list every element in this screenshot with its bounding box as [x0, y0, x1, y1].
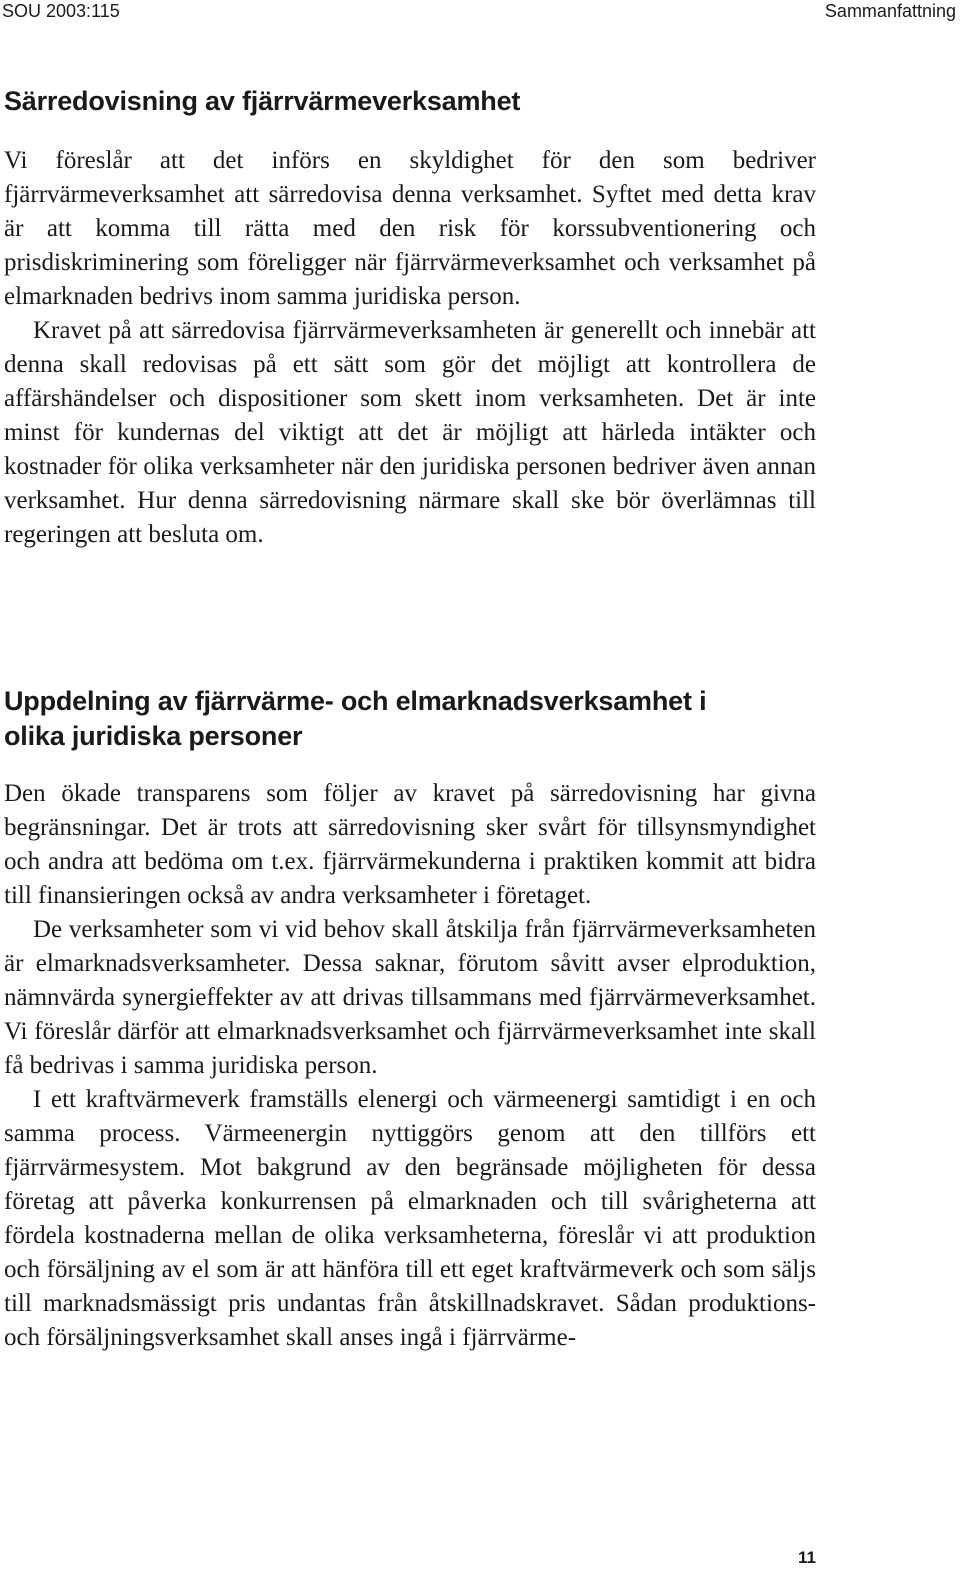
- section-heading-1: Särredovisning av fjärrvärmeverksamhet: [4, 86, 521, 116]
- section-heading-2: [4, 684, 706, 754]
- page-number: 11: [798, 1548, 816, 1567]
- running-header: [0, 0, 960, 22]
- section-body-1: [4, 144, 816, 552]
- report-id: SOU 2003:115: [2, 1, 120, 21]
- heading-line: Uppdelning av fjärrvärme- och elmarknadsverksamhet i: [4, 686, 707, 716]
- heading-line: olika juridiska personer: [4, 721, 303, 751]
- paragraph: Kravet på att särredovisa fjärrvärmeverksamheten är generellt och innebär att denna skall redovisas på ett sätt som gör det möjligt att kontrollera de affärshändelser och dispositioner som skett inom verksamheten. Det är inte minst för kundernas del viktigt att det är möjligt att härleda intäkter och kostnader för olika verksamheter när den juridiska personen bedriver även annan verksamhet. Hur denna särredovisning närmare skall ske bör överlämnas till regeringen att besluta om.: [4, 317, 816, 548]
- paragraph: Vi föreslår att det införs en skyldighet för den som bedriver fjärrvärmeverksamhet att särredovisa denna verksamhet. Syftet med detta krav är att komma till rätta med den risk för korssubventionering och prisdiskriminering som föreligger när fjärrvärmeverksamhet och verksamhet på elmarknaden bedrivs inom samma juridiska person.: [4, 147, 816, 310]
- paragraph: I ett kraftvärmeverk framställs elenergi och värmeenergi samtidigt i en och samma process. Värmeenergin nyttiggörs genom att den tillförs ett fjärrvärmesystem. Mot bakgrund av den begränsade möjligheten för dessa företag att påverka konkurrensen på elmarknaden och till svårigheterna att fördela kostnaderna mellan de olika verksamheterna, föreslår vi att produktion och försäljning av el som är att hänföra till ett eget kraftvärmeverk och som säljs till marknadsmässigt pris undantas från åtskillnadskravet. Sådan produktions- och försäljningsverksamhet skall anses ingå i fjärrvärme-: [4, 1086, 816, 1351]
- chapter-title: Sammanfattning: [824, 1, 956, 21]
- paragraph: De verksamheter som vi vid behov skall åtskilja från fjärrvärmeverksamheten är elmarknadsverksamheter. Dessa saknar, förutom såvitt avser elproduktion, nämnvärda synergieffekter av att drivas tillsammans med fjärrvärmeverksamhet. Vi föreslår därför att elmarknadsverksamhet och fjärrvärmeverksamhet inte skall få bedrivas i samma juridiska person.: [4, 916, 816, 1079]
- section-body-2: [4, 777, 816, 1355]
- paragraph: Den ökade transparens som följer av kravet på särredovisning har givna begränsningar. Det är trots att särredovisning sker svårt för tillsynsmyndighet och andra att bedöma om t.ex. fjärrvärmekunderna i praktiken kommit att bidra till finansieringen också av andra verksamheter i företaget.: [4, 780, 816, 909]
